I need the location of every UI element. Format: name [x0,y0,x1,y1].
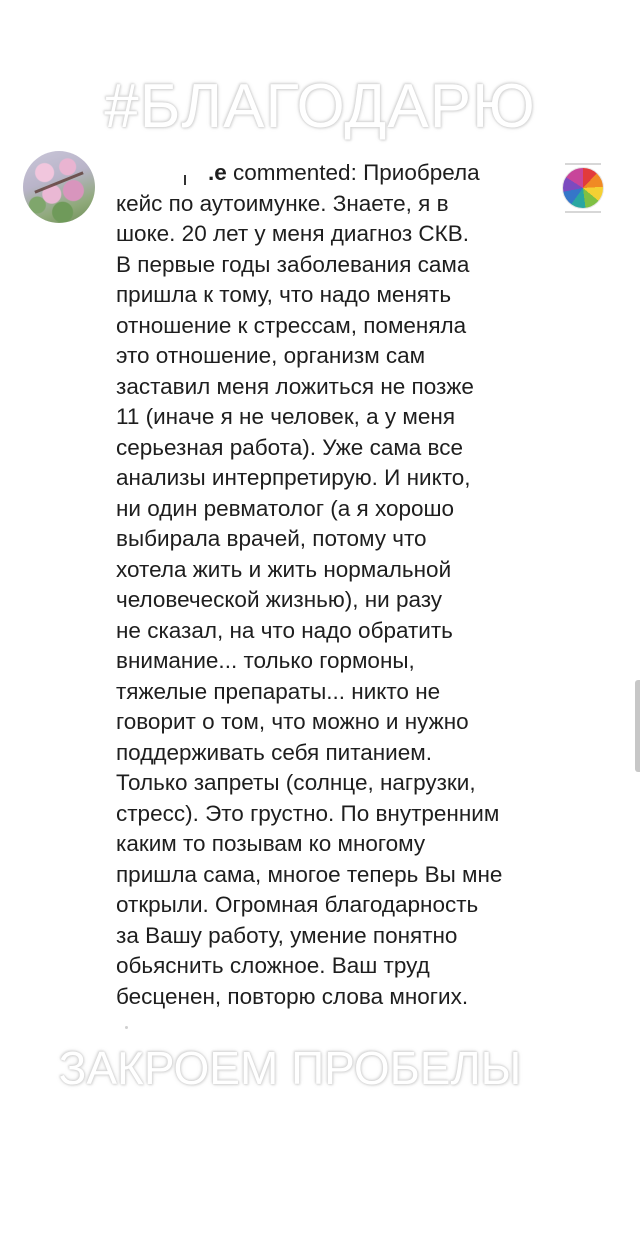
commenter-avatar[interactable] [23,151,95,223]
edge-scroll-handle[interactable] [635,680,640,772]
hashtag-title: #БЛАГОДАРЮ [104,72,536,141]
thumbnail-bottom-line [565,211,601,213]
footer-tagline: ЗАКРОЕМ ПРОБЕЛЫ [58,1042,522,1094]
redacted-username [116,169,208,179]
comment-username[interactable]: .e [208,160,227,185]
redaction-mark [184,175,186,185]
small-dot-mark [125,1026,128,1029]
comment-text: Приобрела кейс по аутоимунке. Знаете, я в шоке. 20 лет у меня диагноз СКВ. В первые годы заболевания сама пришла к тому, что надо менять отношение к стрессам, поменяла это отношение, организм сам заставил меня ложиться не позже 11 (иначе я не человек, а у меня серьезная работа). Уже сама все анализы интерпретирую. И никто, ни один ревматолог (а я хорошо выбирала врачей, потому что хотела жить и жить нормальной человеческой жизнью), ни разу не сказал, на что надо обратить внимание... только гормоны, тяжелые препараты... никто не говорит о том, что можно и нужно поддерживать себя питанием. Только запреты (солнце, нагрузки, стресс). Это грустно. По внутренним каким то позывам ко многому пришла сама, многое теперь Вы мне открыли. Огромная благодарность за Вашу работу, умение понятно обьяснить сложное. Ваш труд бесценен, повторю слова многих. [116,160,503,1009]
color-wheel-thumbnail-icon[interactable] [562,167,604,209]
avatar-branch-decoration [34,171,83,193]
thumbnail-top-line [565,163,601,165]
comment-body [116,158,516,1012]
comment-action: commented: [226,160,364,185]
